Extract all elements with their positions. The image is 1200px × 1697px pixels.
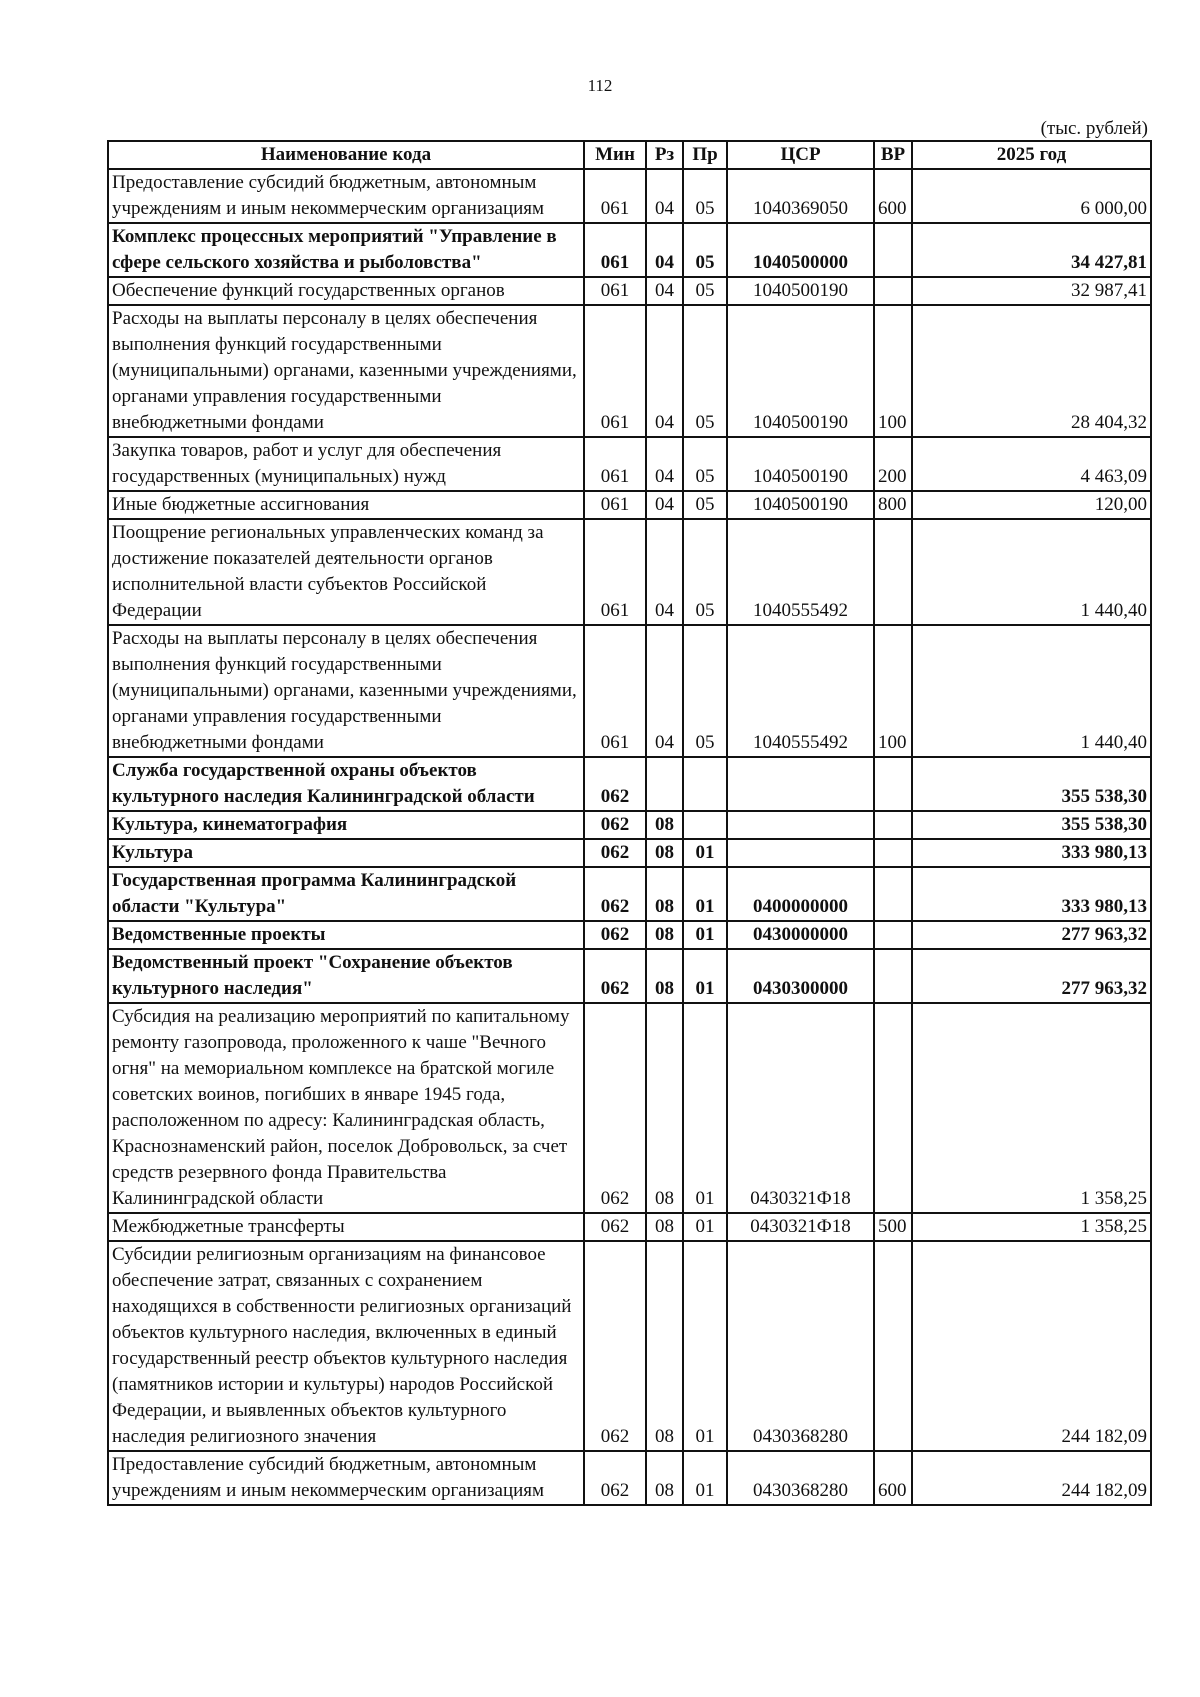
cell-rz: 04 [646, 305, 683, 437]
table-row [108, 1003, 1151, 1213]
cell-csr: 0430321Ф18 [727, 1213, 874, 1241]
cell-vr [874, 839, 912, 867]
cell-vr [874, 757, 912, 811]
cell-name: Субсидии религиозным организациям на финансовое обеспечение затрат, связанных с сохранением находящихся в собственности религиозных организаций объектов культурного наследия, включенных в единый государственный реестр объектов культурного наследия (памятников истории и культуры) народов Российской Федерации, и выявленных объектов культурного наследия религиозного значения [108, 1241, 584, 1451]
cell-name: Комплекс процессных мероприятий "Управление в сфере сельского хозяйства и рыболовства" [108, 223, 584, 277]
cell-rz: 04 [646, 625, 683, 757]
cell-amount: 244 182,09 [912, 1451, 1151, 1505]
cell-rz: 08 [646, 1003, 683, 1213]
cell-amount: 34 427,81 [912, 223, 1151, 277]
cell-min: 062 [584, 1003, 646, 1213]
cell-vr: 100 [874, 625, 912, 757]
cell-vr [874, 277, 912, 305]
cell-amount: 1 440,40 [912, 519, 1151, 625]
cell-vr [874, 519, 912, 625]
units-label: (тыс. рублей) [1040, 118, 1148, 139]
cell-vr [874, 1241, 912, 1451]
cell-rz: 08 [646, 867, 683, 921]
cell-amount: 333 980,13 [912, 839, 1151, 867]
cell-rz: 08 [646, 1241, 683, 1451]
cell-rz: 08 [646, 839, 683, 867]
cell-vr: 200 [874, 437, 912, 491]
cell-vr: 100 [874, 305, 912, 437]
cell-pr: 01 [683, 1451, 727, 1505]
table-row [108, 491, 1151, 519]
cell-pr: 05 [683, 625, 727, 757]
cell-vr [874, 867, 912, 921]
cell-min: 061 [584, 169, 646, 223]
cell-vr [874, 811, 912, 839]
cell-min: 061 [584, 491, 646, 519]
cell-csr: 1040500000 [727, 223, 874, 277]
header-amount: 2025 год [912, 141, 1151, 169]
cell-csr: 1040500190 [727, 277, 874, 305]
cell-pr: 05 [683, 437, 727, 491]
cell-name: Предоставление субсидий бюджетным, автономным учреждениям и иным некоммерческим организациям [108, 1451, 584, 1505]
cell-min: 062 [584, 839, 646, 867]
cell-name: Государственная программа Калининградской области "Культура" [108, 867, 584, 921]
cell-min: 061 [584, 277, 646, 305]
cell-pr: 01 [683, 1213, 727, 1241]
cell-rz: 04 [646, 169, 683, 223]
cell-vr [874, 949, 912, 1003]
cell-rz: 04 [646, 277, 683, 305]
cell-name: Ведомственный проект "Сохранение объектов культурного наследия" [108, 949, 584, 1003]
cell-csr [727, 839, 874, 867]
header-pr: Пр [683, 141, 727, 169]
table-row [108, 757, 1151, 811]
cell-vr [874, 1003, 912, 1213]
cell-amount: 333 980,13 [912, 867, 1151, 921]
cell-pr: 01 [683, 921, 727, 949]
header-vr: ВР [874, 141, 912, 169]
cell-name: Субсидия на реализацию мероприятий по капитальному ремонту газопровода, проложенного к чаше "Вечного огня" на мемориальном комплексе на братской могиле советских воинов, погибших в январе 1945 года, расположенном по адресу: Калининградская область, Краснознаменский район, поселок Добровольск, за счет средств резервного фонда Правительства Калининградской области [108, 1003, 584, 1213]
cell-vr [874, 921, 912, 949]
cell-pr: 01 [683, 839, 727, 867]
cell-min: 062 [584, 867, 646, 921]
cell-min: 062 [584, 921, 646, 949]
cell-name: Расходы на выплаты персоналу в целях обеспечения выполнения функций государственными (муниципальными) органами, казенными учреждениями, органами управления государственными внебюджетными фондами [108, 625, 584, 757]
page-number: 112 [587, 76, 613, 95]
cell-name: Закупка товаров, работ и услуг для обеспечения государственных (муниципальных) нужд [108, 437, 584, 491]
cell-rz: 08 [646, 811, 683, 839]
cell-amount: 4 463,09 [912, 437, 1151, 491]
cell-vr: 800 [874, 491, 912, 519]
table-row [108, 305, 1151, 437]
cell-rz: 04 [646, 437, 683, 491]
table-row [108, 1213, 1151, 1241]
cell-rz: 08 [646, 1213, 683, 1241]
cell-min: 061 [584, 305, 646, 437]
cell-name: Обеспечение функций государственных органов [108, 277, 584, 305]
cell-amount: 120,00 [912, 491, 1151, 519]
cell-vr: 500 [874, 1213, 912, 1241]
table-header-row [108, 141, 1151, 169]
table-row [108, 519, 1151, 625]
cell-min: 061 [584, 519, 646, 625]
cell-pr [683, 811, 727, 839]
cell-name: Культура, кинематография [108, 811, 584, 839]
cell-name: Предоставление субсидий бюджетным, автономным учреждениям и иным некоммерческим организациям [108, 169, 584, 223]
table-row [108, 811, 1151, 839]
cell-vr: 600 [874, 1451, 912, 1505]
cell-min: 061 [584, 223, 646, 277]
cell-rz: 08 [646, 1451, 683, 1505]
cell-amount: 32 987,41 [912, 277, 1151, 305]
cell-rz: 04 [646, 519, 683, 625]
table-row [108, 1241, 1151, 1451]
cell-csr: 0430368280 [727, 1241, 874, 1451]
cell-csr: 1040500190 [727, 491, 874, 519]
cell-pr: 05 [683, 223, 727, 277]
cell-pr: 05 [683, 277, 727, 305]
cell-amount: 355 538,30 [912, 811, 1151, 839]
cell-min: 061 [584, 625, 646, 757]
cell-pr [683, 757, 727, 811]
budget-table [107, 140, 1152, 1506]
cell-rz [646, 757, 683, 811]
cell-csr: 0430300000 [727, 949, 874, 1003]
cell-name: Служба государственной охраны объектов культурного наследия Калининградской области [108, 757, 584, 811]
cell-amount: 1 358,25 [912, 1003, 1151, 1213]
cell-csr: 1040369050 [727, 169, 874, 223]
cell-min: 062 [584, 949, 646, 1003]
cell-csr [727, 757, 874, 811]
cell-pr: 05 [683, 491, 727, 519]
cell-name: Расходы на выплаты персоналу в целях обеспечения выполнения функций государственными (муниципальными) органами, казенными учреждениями, органами управления государственными внебюджетными фондами [108, 305, 584, 437]
cell-rz: 08 [646, 921, 683, 949]
header-min: Мин [584, 141, 646, 169]
cell-csr: 0430321Ф18 [727, 1003, 874, 1213]
cell-name: Межбюджетные трансферты [108, 1213, 584, 1241]
cell-pr: 05 [683, 169, 727, 223]
cell-name: Поощрение региональных управленческих команд за достижение показателей деятельности органов исполнительной власти субъектов Российской Федерации [108, 519, 584, 625]
cell-min: 062 [584, 1241, 646, 1451]
cell-csr: 1040500190 [727, 305, 874, 437]
cell-min: 062 [584, 757, 646, 811]
table-row [108, 921, 1151, 949]
cell-csr: 0430368280 [727, 1451, 874, 1505]
cell-pr: 05 [683, 519, 727, 625]
cell-name: Ведомственные проекты [108, 921, 584, 949]
cell-rz: 04 [646, 223, 683, 277]
table-row [108, 867, 1151, 921]
table-row [108, 437, 1151, 491]
cell-vr: 600 [874, 169, 912, 223]
cell-rz: 04 [646, 491, 683, 519]
cell-vr [874, 223, 912, 277]
cell-amount: 277 963,32 [912, 921, 1151, 949]
cell-pr: 01 [683, 1003, 727, 1213]
table-row [108, 1451, 1151, 1505]
cell-csr [727, 811, 874, 839]
cell-name: Иные бюджетные ассигнования [108, 491, 584, 519]
cell-amount: 28 404,32 [912, 305, 1151, 437]
table-row [108, 625, 1151, 757]
cell-amount: 244 182,09 [912, 1241, 1151, 1451]
cell-pr: 01 [683, 1241, 727, 1451]
cell-pr: 05 [683, 305, 727, 437]
table-row [108, 839, 1151, 867]
cell-amount: 277 963,32 [912, 949, 1151, 1003]
cell-amount: 355 538,30 [912, 757, 1151, 811]
cell-rz: 08 [646, 949, 683, 1003]
cell-csr: 1040555492 [727, 519, 874, 625]
cell-amount: 1 440,40 [912, 625, 1151, 757]
cell-amount: 1 358,25 [912, 1213, 1151, 1241]
cell-min: 062 [584, 1213, 646, 1241]
table-row [108, 949, 1151, 1003]
cell-csr: 1040500190 [727, 437, 874, 491]
cell-pr: 01 [683, 949, 727, 1003]
cell-min: 062 [584, 1451, 646, 1505]
header-name: Наименование кода [108, 141, 584, 169]
cell-min: 062 [584, 811, 646, 839]
cell-min: 061 [584, 437, 646, 491]
cell-pr: 01 [683, 867, 727, 921]
header-csr: ЦСР [727, 141, 874, 169]
cell-csr: 1040555492 [727, 625, 874, 757]
header-rz: Рз [646, 141, 683, 169]
cell-csr: 0430000000 [727, 921, 874, 949]
cell-name: Культура [108, 839, 584, 867]
table-row [108, 223, 1151, 277]
table-body [108, 169, 1151, 1505]
cell-csr: 0400000000 [727, 867, 874, 921]
cell-amount: 6 000,00 [912, 169, 1151, 223]
table-row [108, 169, 1151, 223]
table-row [108, 277, 1151, 305]
